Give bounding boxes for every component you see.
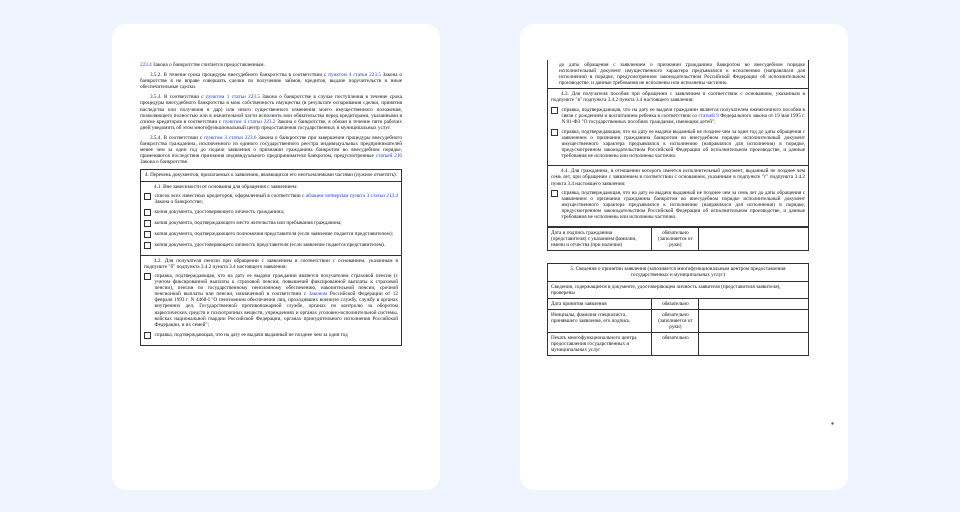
- law-link[interactable]: Законом: [308, 291, 328, 298]
- checkbox-item: справка, подтверждающая, что на дату ее выдачи гражданин является получателем ежемесячного пособия в связи с рождением и воспитанием ребенка в соответствии со статьей 9 Федерального закона от 19 мая 1995 г. N 81-ФЗ "О государственных пособиях гражданам, имеющим детей";: [551, 107, 805, 125]
- acceptance-table: [547, 263, 809, 356]
- section-5-title: 5. Сведения о принятии заявления (заполняется многофункциональным центром предоставления государственных и муниципальных услуг): [548, 264, 809, 281]
- checkbox[interactable]: [551, 190, 558, 197]
- signature-label: Дата и подпись гражданина (представителя) с указанием фамилии, имени и отчества (при наличии): [548, 228, 652, 251]
- checkbox[interactable]: [551, 107, 558, 114]
- row-required: обязательно (заполняется от руки): [652, 309, 699, 332]
- law-link[interactable]: пунктом 1 статьи 223.5: [205, 94, 260, 101]
- row-required: обязательно: [652, 298, 699, 309]
- row-value-field[interactable]: [699, 333, 809, 356]
- signature-table: [547, 227, 809, 251]
- law-link[interactable]: пунктом 4 статьи 223.5: [328, 72, 381, 79]
- checkbox[interactable]: [144, 332, 151, 339]
- signature-field[interactable]: [699, 228, 809, 251]
- law-link[interactable]: абзацем четвертым пункта 3 статьи 213.4: [305, 192, 399, 199]
- clause-3-5-3: 3.5.3. В соответствии с пунктом 1 статьи 223.5 Закона о банкротстве в случае поступления в течение срока процедуры внесудебного банкротства в мою собственность имущества (в результате оспаривания сделки, принятия наследства или получения в дар) или иного существенного изменения моего имущественного положения, позволяющего полностью или в значительной части исполнить мои обязательства перед кредиторами, указанными в списке кредиторов в соответствии с пунктом 4 статьи 223.2 Закона о банкротстве, я обязан в течение пяти рабочих дней уведомить об этом многофункциональный центр предоставления государственных и муниципальных услуг.: [140, 94, 402, 131]
- identity-checked: Сведения, содержащиеся в документе, удостоверяющем личность заявителя (представителя заявителя), проверены: [548, 281, 809, 298]
- checkbox-item: копия документа, подтверждающего место жительства или пребывания гражданина;: [144, 220, 398, 227]
- checkbox-item: справка, подтверждающая, что на дату ее выдачи выданный не позднее чем за один год: [144, 332, 398, 339]
- checkbox[interactable]: [144, 273, 151, 280]
- cursor-icon: [831, 422, 834, 425]
- clause-3-5-4: 3.5.4. В соответствии с пунктом 3 статьи 223.6 Закона о банкротстве при завершении процедуры внесудебного банкротства гражданина, исключенного из единого государственного реестра индивидуальных предпринимателей менее чем за один год до подачи заявления о признании гражданина банкротом во внесудебном порядке, применяются последствия признания индивидуального предпринимателя банкротом, предусмотренные статьей 216 Закона о банкротстве.: [140, 134, 402, 166]
- checkbox-item: копия документа, удостоверяющего личность представителя (если заявление подается представителем).: [144, 242, 398, 249]
- section-4-4: 4.4. Для гражданина, в отношении которого имеется исполнительный документ, выданный не позднее чем семь лет, при обращении с заявлением в соответствии с основанием, указанным в подпункте "г" подпункта 3.4.2 пункта 3.4 настоящего заявления: справка, подтверждающая, что на дату ее выдачи выданный не позднее чем за семь лет до даты обращения с заявлением о признании гражданина банкротом во внесудебном порядке исполнительный документ имущественного характера предъявлялся к исполнению (направлялся для исполнения) в порядке, предусмотренном законодательством Российской Федерации об исполнительном производстве, и данные требования не исполнены или исполнены частично.: [547, 166, 809, 227]
- document-page-left: [140, 62, 402, 454]
- checkbox-item: справка, подтверждающая, что на дату ее выдачи выданный не позднее чем за один год до даты обращения с заявлением о признании гражданина банкротом во внесудебном порядке исполнительный документ имущественного характера предъявлялся к исполнению (направлялся для исполнения) в порядке, предусмотренном законодательством Российской Федерации об исполнительном производстве, и данные требования не исполнены или исполнены частично.: [551, 129, 805, 159]
- law-link[interactable]: статьей 9: [698, 112, 719, 119]
- row-required: обязательно: [652, 333, 699, 356]
- section-4-2: 4.2. Для получателя пенсии при обращении с заявлением в соответствии с основанием, указанным в подпункте "б" подпункта 3.4.2 пункта 3.4 настоящего заявления: справка, подтверждающая, что на дату ее выдачи гражданин является получателем страховой пенсии (с учетом фиксированной выплаты к страховой пенсии, повышений фиксированной выплаты к страховой пенсии), пенсии по государственному пенсионному обеспечению, накопительной пенсии, срочной пенсионной выплаты или пенсии, назначенной в соответствии с Законом Российской Федерации от 12 февраля 1993 г. N 4468-I "О пенсионном обеспечении лиц, проходивших военную службу, службу в органах внутренних дел, Государственной противопожарной службе, органах по контролю за оборотом наркотических средств и психотропных веществ, учреждениях и органах уголовно-исполнительной системы, войсках национальной гвардии Российской Федерации, органах принудительного исполнения Российской Федерации, и их семей"; справка, подтверждающая, что на дату ее выдачи выданный не позднее чем за один год: [140, 256, 402, 346]
- checkbox[interactable]: [144, 220, 151, 227]
- continuation-block: до даты обращения с заявлением о признании гражданина банкротом во внесудебном порядке исполнительный документ имущественного характера предъявлялся к исполнению (направлялся для исполнения) в порядке, предусмотренном законодательством Российской Федерации об исполнительном производстве, и данные требования не исполнены или исполнены частично.: [547, 60, 809, 89]
- row-label: Печать многофункционального центра предоставления государственных и муниципальных услуг: [548, 333, 652, 356]
- section-4-1: 4.1. Вне зависимости от основания для обращения с заявлением: список всех известных кредиторов, оформленный в соответствии с абзацем четвертым пункта 3 статьи 213.4 Закона о банкротстве; копия документа, удостоверяющего личность гражданина; копия документа, подтверждающего место жительства или пребывания гражданина; копия документа, подтверждающего полномочия представителя (если заявление подается представителем); копия документа, удостоверяющего личность представителя (если заявление подается представителем).: [140, 182, 402, 256]
- row-label: Дата принятия заявления: [548, 298, 652, 309]
- checkbox-item: справка, подтверждающая, что на дату ее выдачи гражданин является получателем страховой пенсии (с учетом фиксированной выплаты к страховой пенсии, повышений фиксированной выплаты к страховой пенсии), пенсии по государственному пенсионному обеспечению, накопительной пенсии, срочной пенсионной выплаты или пенсии, назначенной в соответствии с Законом Российской Федерации от 12 февраля 1993 г. N 4468-I "О пенсионном обеспечении лиц, проходивших военную службу, службу в органах внутренних дел, Государственной противопожарной службе, органах по контролю за оборотом наркотических средств и психотропных веществ, учреждениях и органах уголовно-исполнительной системы, войсках национальной гвардии Российской Федерации, органах принудительного исполнения Российской Федерации, и их семей";: [144, 273, 398, 328]
- law-link[interactable]: пунктом 3 статьи 223.6: [204, 134, 257, 141]
- checkbox[interactable]: [144, 193, 151, 200]
- checkbox-item: список всех известных кредиторов, оформленный в соответствии с абзацем четвертым пункта 3 статьи 213.4 Закона о банкротстве;: [144, 193, 398, 205]
- checkbox[interactable]: [144, 209, 151, 216]
- row-label: Инициалы, фамилия специалиста, принявшего заявление, его подпись: [548, 309, 652, 332]
- section-4-3: 4.3. Для получателя пособия при обращении с заявлением в соответствии с основанием, указанным в подпункте "в" подпункта 3.4.2 пункта 3.4 настоящего заявления: справка, подтверждающая, что на дату ее выдачи гражданин является получателем ежемесячного пособия в связи с рождением и воспитанием ребенка в соответствии со статьей 9 Федерального закона от 19 мая 1995 г. N 81-ФЗ "О государственных пособиях гражданам, имеющим детей"; справка, подтверждающая, что на дату ее выдачи выданный не позднее чем за один год до даты обращения с заявлением о признании гражданина банкротом во внесудебном порядке исполнительный документ имущественного характера предъявлялся к исполнению (направлялся для исполнения) в порядке, предусмотренном законодательством Российской Федерации об исполнительном производстве, и данные требования не исполнены или исполнены частично.: [547, 89, 809, 166]
- clause-3-5-2: 3.5.2. В течение срока процедуры внесудебного банкротства в соответствии с пунктом 4 статьи 223.5 Закона о банкротстве я не вправе совершать сделки по получению займов, кредитов, выдаче поручительств и иные обеспечительные сделки.: [140, 72, 402, 91]
- law-link[interactable]: статьей 216: [375, 153, 402, 160]
- intro-text: 223.4 Закона о банкротстве считается предоставленным.: [140, 62, 265, 68]
- document-page-right: [547, 60, 809, 425]
- table-row: [548, 333, 809, 356]
- row-value-field[interactable]: [699, 309, 809, 332]
- table-row: [548, 298, 809, 309]
- law-link[interactable]: 223.4: [140, 62, 152, 68]
- checkbox[interactable]: [144, 231, 151, 238]
- law-link[interactable]: пунктом 4 статьи 223.2: [223, 118, 276, 125]
- checkbox[interactable]: [551, 129, 558, 136]
- checkbox-item: копия документа, удостоверяющего личность гражданина;: [144, 209, 398, 216]
- section-4-title: 4. Перечень документов, прилагаемых к заявлению, являющихся его неотъемлемыми частями (нужное отметить):: [140, 169, 402, 181]
- checkbox-item: копия документа, подтверждающего полномочия представителя (если заявление подается представителем);: [144, 231, 398, 238]
- row-value-field[interactable]: [699, 298, 809, 309]
- checkbox[interactable]: [144, 242, 151, 249]
- table-row: [548, 309, 809, 332]
- signature-required: обязательно (заполняется от руки): [652, 228, 699, 251]
- checkbox-item: справка, подтверждающая, что на дату ее выдачи выданный не позднее чем за семь лет до даты обращения с заявлением о признании гражданина банкротом во внесудебном порядке исполнительный документ имущественного характера предъявлялся к исполнению (направлялся для исполнения) в порядке, предусмотренном законодательством Российской Федерации об исполнительном производстве, и данные требования не исполнены или исполнены частично.: [551, 190, 805, 220]
